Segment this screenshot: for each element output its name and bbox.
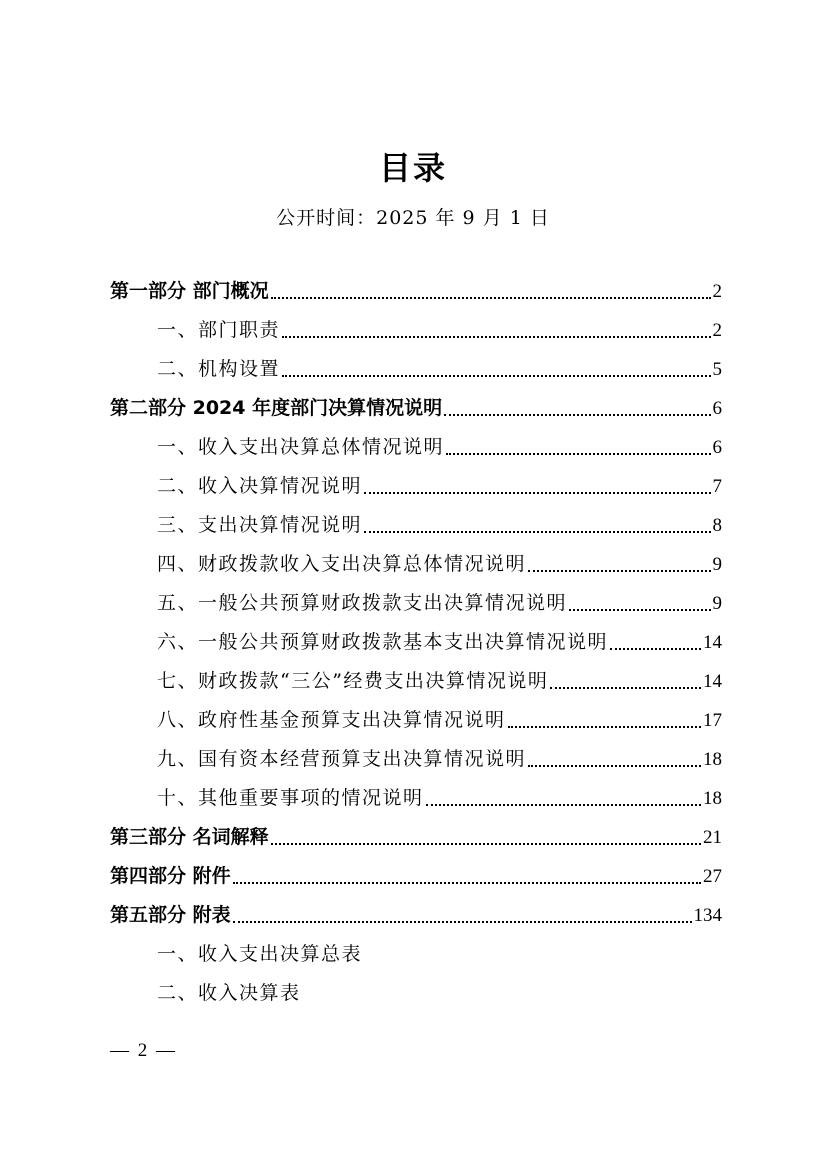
toc-entry[interactable] bbox=[157, 354, 722, 384]
toc-entry-label: 四、财政拨款收入支出决算总体情况说明 bbox=[157, 553, 527, 575]
toc-entry-label: 五、一般公共预算财政拨款支出决算情况说明 bbox=[157, 592, 568, 614]
dot-leader bbox=[528, 570, 710, 572]
toc-entry-page: 27 bbox=[703, 866, 722, 887]
dot-leader bbox=[282, 375, 710, 377]
page-title: 目录 bbox=[378, 149, 447, 187]
toc-entry-no-page[interactable] bbox=[157, 939, 722, 969]
dot-leader bbox=[426, 804, 701, 806]
toc-entry-label: 六、一般公共预算财政拨款基本支出决算情况说明 bbox=[157, 631, 609, 653]
dot-leader bbox=[282, 336, 710, 338]
dot-leader bbox=[271, 843, 701, 845]
toc-entry-label: 七、财政拨款“三公”经费支出决算情况说明 bbox=[157, 670, 549, 692]
dot-leader bbox=[610, 648, 701, 650]
toc-entry-part-1[interactable] bbox=[110, 276, 722, 306]
dot-leader bbox=[528, 765, 701, 767]
toc-entry[interactable] bbox=[157, 588, 722, 618]
toc-entry-page: 14 bbox=[703, 671, 722, 692]
toc-entry-page: 18 bbox=[703, 788, 722, 809]
dot-leader bbox=[508, 726, 701, 728]
toc-entry-part-2[interactable] bbox=[110, 393, 722, 423]
dot-leader bbox=[569, 609, 710, 611]
toc-entry-label: 九、国有资本经营预算支出决算情况说明 bbox=[157, 748, 527, 770]
toc-entry-label: 第三部分 名词解释 bbox=[110, 826, 269, 848]
toc-entry-label: 一、收入支出决算总体情况说明 bbox=[157, 436, 445, 458]
toc-entry-page: 134 bbox=[693, 905, 722, 926]
dot-leader bbox=[233, 882, 701, 884]
publish-date: 公开时间：2025 年 9 月 1 日 bbox=[276, 207, 550, 229]
toc-entry-label: 第二部分 2024 年度部门决算情况说明 bbox=[110, 397, 443, 419]
dot-leader bbox=[550, 687, 701, 689]
toc-entry-part-3[interactable] bbox=[110, 822, 722, 852]
toc-entry-page: 21 bbox=[703, 827, 722, 848]
dot-leader bbox=[364, 531, 710, 533]
toc-entry-page: 2 bbox=[712, 281, 722, 302]
toc-entry[interactable] bbox=[157, 510, 722, 540]
toc-entry[interactable] bbox=[157, 549, 722, 579]
toc-entry-label: 三、支出决算情况说明 bbox=[157, 514, 363, 536]
toc-entry-page: 6 bbox=[712, 437, 722, 458]
dot-leader bbox=[364, 492, 710, 494]
toc-entry-part-4[interactable] bbox=[110, 861, 722, 891]
toc-entry[interactable] bbox=[157, 432, 722, 462]
toc-entry-label: 八、政府性基金预算支出决算情况说明 bbox=[157, 709, 506, 731]
toc-entry-label: 二、收入决算表 bbox=[157, 982, 301, 1004]
toc-entry-label: 第四部分 附件 bbox=[110, 865, 231, 887]
toc-entry[interactable] bbox=[157, 783, 722, 813]
toc-entry-page: 2 bbox=[712, 320, 722, 341]
toc-entry-label: 二、收入决算情况说明 bbox=[157, 475, 363, 497]
toc-entry[interactable] bbox=[157, 471, 722, 501]
toc-entry-label: 十、其他重要事项的情况说明 bbox=[157, 787, 424, 809]
toc-entry[interactable] bbox=[157, 627, 722, 657]
toc-entry-page: 17 bbox=[703, 710, 722, 731]
toc-entry-page: 18 bbox=[703, 749, 722, 770]
toc-entry[interactable] bbox=[157, 315, 722, 345]
toc-entry-page: 5 bbox=[712, 359, 722, 380]
toc-entry-page: 14 bbox=[703, 632, 722, 653]
toc-entry-label: 第五部分 附表 bbox=[110, 904, 231, 926]
toc-entry-part-5[interactable] bbox=[110, 900, 722, 930]
dot-leader bbox=[233, 921, 692, 923]
toc-entry[interactable] bbox=[157, 666, 722, 696]
toc-entry-page: 6 bbox=[712, 398, 722, 419]
dot-leader bbox=[446, 453, 710, 455]
toc-entry-label: 一、收入支出决算总表 bbox=[157, 943, 363, 965]
toc-entry-page: 7 bbox=[712, 476, 722, 497]
toc-entry[interactable] bbox=[157, 705, 722, 735]
toc-entry-label: 一、部门职责 bbox=[157, 319, 281, 341]
toc-entry-label: 二、机构设置 bbox=[157, 358, 281, 380]
page-number-footer: — 2 — bbox=[110, 1040, 177, 1061]
toc-entry-label: 第一部分 部门概况 bbox=[110, 280, 269, 302]
toc-entry-page: 9 bbox=[712, 593, 722, 614]
toc-entry-no-page[interactable] bbox=[157, 978, 722, 1008]
dot-leader bbox=[444, 414, 710, 416]
toc-entry-page: 9 bbox=[712, 554, 722, 575]
dot-leader bbox=[271, 297, 711, 299]
toc-entry-page: 8 bbox=[712, 515, 722, 536]
toc-entry[interactable] bbox=[157, 744, 722, 774]
